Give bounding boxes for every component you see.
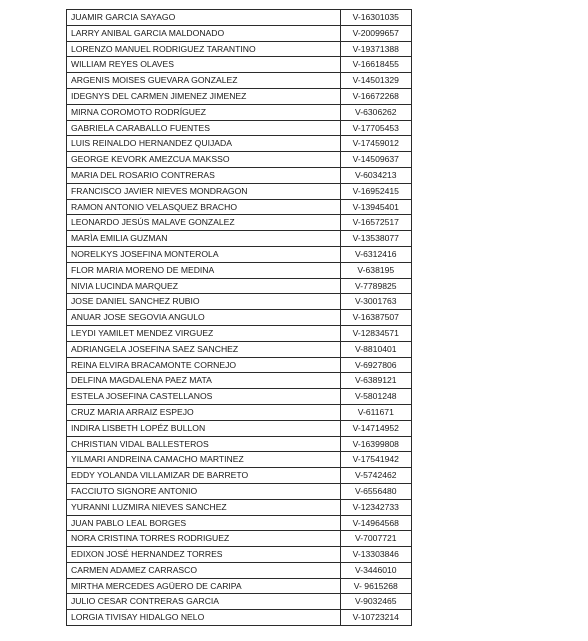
person-name-cell: EDIXON JOSÉ HERNANDEZ TORRES	[67, 547, 341, 563]
person-name-cell: INDIRA LISBETH LOPÉZ BULLON	[67, 420, 341, 436]
person-name-cell: WILLIAM REYES OLAVES	[67, 57, 341, 73]
id-number-cell: V-7789825	[340, 278, 411, 294]
id-number-cell: V-14964568	[340, 515, 411, 531]
id-number-cell: V-20099657	[340, 25, 411, 41]
table-row	[67, 515, 412, 531]
table-row	[67, 120, 412, 136]
person-name-cell: CARMEN ADAMEZ CARRASCO	[67, 562, 341, 578]
person-name-cell: DELFINA MAGDALENA PAEZ MATA	[67, 373, 341, 389]
id-number-cell: V-9032465	[340, 594, 411, 610]
table-row	[67, 57, 412, 73]
person-name-cell: GEORGE KEVORK AMEZCUA MAKSSO	[67, 152, 341, 168]
id-number-cell: V-14509637	[340, 152, 411, 168]
person-name-cell: FRANCISCO JAVIER NIEVES MONDRAGON	[67, 183, 341, 199]
id-number-cell: V-10723214	[340, 610, 411, 626]
table-row	[67, 104, 412, 120]
id-number-cell: V-6312416	[340, 246, 411, 262]
person-name-cell: FACCIUTO SIGNORE ANTONIO	[67, 483, 341, 499]
id-number-cell: V-3446010	[340, 562, 411, 578]
person-name-cell: REINA ELVIRA BRACAMONTE CORNEJO	[67, 357, 341, 373]
person-name-cell: ESTELA JOSEFINA CASTELLANOS	[67, 389, 341, 405]
person-name-cell: JOSE DANIEL SANCHEZ RUBIO	[67, 294, 341, 310]
id-number-cell: V-13303846	[340, 547, 411, 563]
id-number-cell: V-611671	[340, 404, 411, 420]
table-row	[67, 25, 412, 41]
id-number-cell: V-16952415	[340, 183, 411, 199]
roster-table-body	[67, 10, 412, 626]
table-row	[67, 278, 412, 294]
table-row	[67, 167, 412, 183]
person-name-cell: MIRNA COROMOTO RODRÍGUEZ	[67, 104, 341, 120]
person-name-cell: YILMARI ANDREINA CAMACHO MARTINEZ	[67, 452, 341, 468]
id-number-cell: V-6034213	[340, 167, 411, 183]
id-number-cell: V-17541942	[340, 452, 411, 468]
id-number-cell: V-13538077	[340, 231, 411, 247]
person-name-cell: FLOR MARIA MORENO DE MEDINA	[67, 262, 341, 278]
id-number-cell: V-8810401	[340, 341, 411, 357]
table-row	[67, 10, 412, 26]
table-row	[67, 183, 412, 199]
person-name-cell: LORGIA TIVISAY HIDALGO NELO	[67, 610, 341, 626]
person-name-cell: EDDY YOLANDA VILLAMIZAR DE BARRETO	[67, 468, 341, 484]
table-row	[67, 136, 412, 152]
table-row	[67, 594, 412, 610]
table-row	[67, 357, 412, 373]
id-number-cell: V-16572517	[340, 215, 411, 231]
person-name-cell: NORELKYS JOSEFINA MONTEROLA	[67, 246, 341, 262]
id-number-cell: V-16387507	[340, 310, 411, 326]
person-name-cell: NIVIA LUCINDA MARQUEZ	[67, 278, 341, 294]
table-row	[67, 436, 412, 452]
person-name-cell: ANUAR JOSE SEGOVIA ANGULO	[67, 310, 341, 326]
table-row	[67, 547, 412, 563]
person-name-cell: IDEGNYS DEL CARMEN JIMENEZ JIMENEZ	[67, 88, 341, 104]
person-name-cell: GABRIELA CARABALLO FUENTES	[67, 120, 341, 136]
id-number-cell: V-7007721	[340, 531, 411, 547]
table-row	[67, 262, 412, 278]
table-row	[67, 341, 412, 357]
table-row	[67, 215, 412, 231]
table-row	[67, 468, 412, 484]
id-number-cell: V-16618455	[340, 57, 411, 73]
id-number-cell: V-16301035	[340, 10, 411, 26]
person-name-cell: ARGENIS MOISES GUEVARA GONZALEZ	[67, 73, 341, 89]
table-row	[67, 246, 412, 262]
id-number-cell: V-6556480	[340, 483, 411, 499]
table-row	[67, 610, 412, 626]
table-row	[67, 452, 412, 468]
person-name-cell: CRUZ MARIA ARRAIZ ESPEJO	[67, 404, 341, 420]
person-name-cell: JULIO CESAR CONTRERAS GARCIA	[67, 594, 341, 610]
id-number-cell: V-14501329	[340, 73, 411, 89]
roster-table	[66, 9, 412, 626]
id-number-cell: V-12342733	[340, 499, 411, 515]
table-row	[67, 420, 412, 436]
table-row	[67, 499, 412, 515]
id-number-cell: V-16399808	[340, 436, 411, 452]
table-row	[67, 73, 412, 89]
id-number-cell: V-12834571	[340, 325, 411, 341]
id-number-cell: V-13945401	[340, 199, 411, 215]
id-number-cell: V-3001763	[340, 294, 411, 310]
table-row	[67, 294, 412, 310]
person-name-cell: MIRTHA MERCEDES AGÜERO DE CARIPA	[67, 578, 341, 594]
table-row	[67, 325, 412, 341]
person-name-cell: RAMON ANTONIO VELASQUEZ BRACHO	[67, 199, 341, 215]
id-number-cell: V-17705453	[340, 120, 411, 136]
id-number-cell: V-14714952	[340, 420, 411, 436]
table-row	[67, 578, 412, 594]
table-row	[67, 88, 412, 104]
person-name-cell: LEONARDO JESÚS MALAVE GONZALEZ	[67, 215, 341, 231]
person-name-cell: LORENZO MANUEL RODRIGUEZ TARANTINO	[67, 41, 341, 57]
table-row	[67, 483, 412, 499]
table-row	[67, 531, 412, 547]
id-number-cell: V-17459012	[340, 136, 411, 152]
id-number-cell: V-6306262	[340, 104, 411, 120]
person-name-cell: MARIA DEL ROSARIO CONTRERAS	[67, 167, 341, 183]
person-name-cell: LUIS REINALDO HERNANDEZ QUIJADA	[67, 136, 341, 152]
id-number-cell: V-16672268	[340, 88, 411, 104]
person-name-cell: JUAN PABLO LEAL BORGES	[67, 515, 341, 531]
table-row	[67, 404, 412, 420]
table-row	[67, 152, 412, 168]
id-number-cell: V-5801248	[340, 389, 411, 405]
table-row	[67, 373, 412, 389]
id-number-cell: V-19371388	[340, 41, 411, 57]
id-number-cell: V-5742462	[340, 468, 411, 484]
table-row	[67, 41, 412, 57]
id-number-cell: V-6927806	[340, 357, 411, 373]
person-name-cell: MARÌA EMILIA GUZMAN	[67, 231, 341, 247]
table-row	[67, 231, 412, 247]
person-name-cell: CHRISTIAN VIDAL BALLESTEROS	[67, 436, 341, 452]
person-name-cell: YURANNI LUZMIRA NIEVES SANCHEZ	[67, 499, 341, 515]
person-name-cell: LARRY ANIBAL GARCIA MALDONADO	[67, 25, 341, 41]
id-number-cell: V-638195	[340, 262, 411, 278]
person-name-cell: LEYDI YAMILET MENDEZ VIRGUEZ	[67, 325, 341, 341]
table-row	[67, 562, 412, 578]
id-number-cell: V-6389121	[340, 373, 411, 389]
id-number-cell: V- 9615268	[340, 578, 411, 594]
table-row	[67, 310, 412, 326]
table-row	[67, 199, 412, 215]
person-name-cell: ADRIANGELA JOSEFINA SAEZ SANCHEZ	[67, 341, 341, 357]
person-name-cell: NORA CRISTINA TORRES RODRIGUEZ	[67, 531, 341, 547]
person-name-cell: JUAMIR GARCIA SAYAGO	[67, 10, 341, 26]
table-row	[67, 389, 412, 405]
